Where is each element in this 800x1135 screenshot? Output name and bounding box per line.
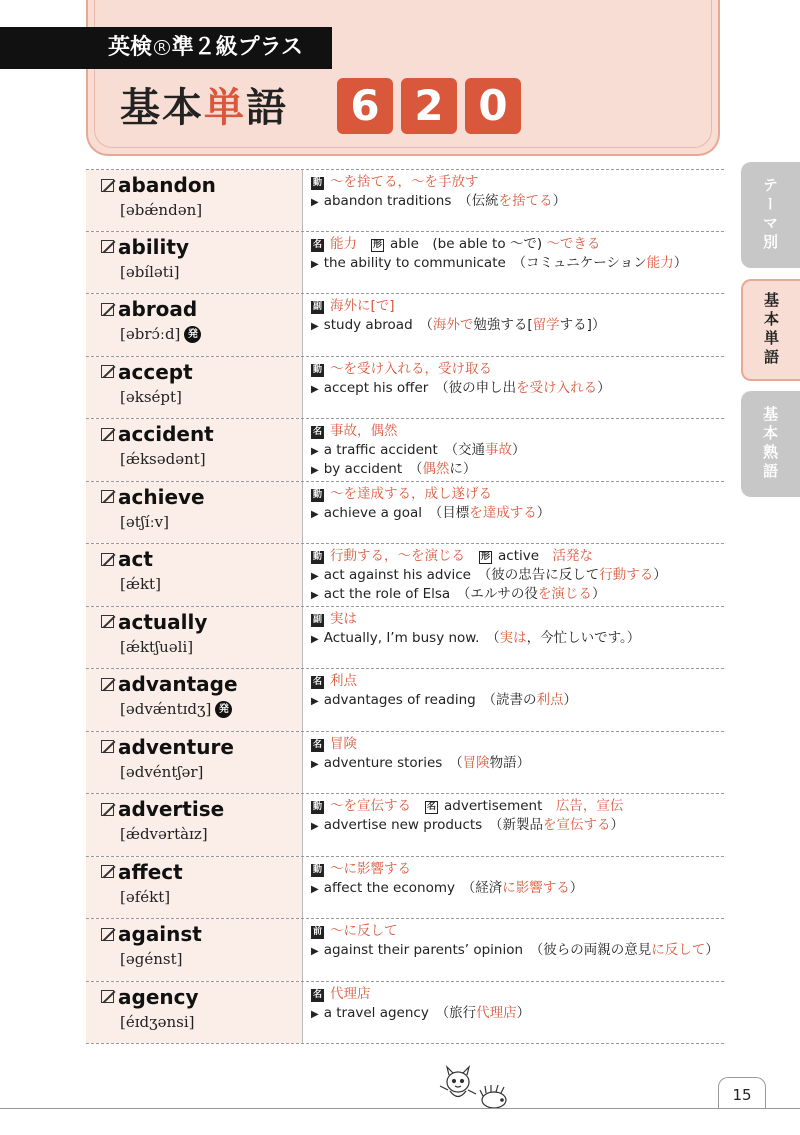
text-segment: ） [516,1004,531,1021]
example-line [311,629,724,648]
example-line [311,316,724,335]
definition-line [311,672,724,691]
definition-line [311,985,724,1004]
bullet-triangle-icon: ▶ [311,946,319,957]
definition-cell [311,547,724,603]
part-of-speech-label: 名 [312,677,322,687]
text-segment: 勉強する[ [473,317,533,333]
text-segment: study abroad （ [323,317,433,333]
text-segment: affect the economy （経済 [323,879,503,896]
checkbox-icon[interactable] [101,428,114,441]
word-cell [86,170,303,231]
part-of-speech-label: 動 [312,489,322,500]
text-segment: ） [591,585,606,602]
meaning-highlight: 活発な [552,548,594,564]
part-of-speech-label: 名 [312,239,322,250]
definition-cell [311,360,724,398]
word-cell [86,794,303,856]
meaning-highlight: を受け入れる [516,379,598,396]
pronunciation: [əgénst] [120,950,183,968]
headword: against [118,922,202,946]
count-digit-1: 6 [337,78,393,134]
meaning-highlight: ～に反して [330,923,398,939]
bullet-triangle-icon: ▶ [311,258,319,270]
example-line [311,691,724,710]
word-entry-actually [86,607,724,670]
word-cell [86,669,303,731]
word-line [101,859,302,885]
pronunciation: [əfékt] [120,887,171,906]
text-segment: advantages of reading （読書の [323,692,537,708]
part-of-speech-label: 名 [426,802,436,812]
headword: act [118,547,153,571]
text-segment: a travel agency （旅行 [323,1004,477,1021]
word-entry-agency [86,982,724,1045]
text-segment: a traffic accident （交通 [323,442,485,458]
checkbox-icon[interactable] [101,179,114,192]
pronunciation: [əbǽndən] [120,201,203,219]
text-segment: act against his advice （彼の忠告に反して [323,567,600,583]
definition-line [311,922,724,941]
definition-line [311,797,724,816]
definition-cell [311,235,724,273]
checkbox-icon[interactable] [101,740,114,753]
meaning-highlight: 海外に[で] [330,298,395,314]
pronunciation-line [101,572,302,596]
checkbox-icon[interactable] [101,490,114,503]
word-line [101,421,302,447]
definition-cell [311,422,724,478]
checkbox-icon[interactable] [101,240,114,253]
part-of-speech-label: 形 [372,239,382,250]
pronunciation-line [101,510,302,534]
text-segment: ） [536,504,551,521]
text-segment: abandon traditions （伝統 [323,193,499,209]
definition-cell [311,173,724,211]
definition-line [311,360,724,379]
meaning-highlight: 能力 [330,235,357,252]
pronunciation-line [101,635,302,659]
word-cell [86,419,303,481]
word-cell [86,544,303,606]
definition-line [311,422,724,441]
meaning-highlight: 冒険 [330,735,357,752]
text-segment: ） [563,692,577,708]
definition-cell [311,922,724,960]
definition-line [311,610,724,629]
tab-basic-words[interactable]: 基本単語 [741,279,800,381]
pronunciation-note-badge: 発 [215,701,232,718]
word-entry-accident [86,419,724,482]
word-cell [86,982,303,1044]
series-title-rest: 準２級プラス [171,35,304,60]
meaning-highlight: を演じる [537,585,592,602]
checkbox-icon[interactable] [101,678,114,691]
word-entry-ability [86,232,724,295]
meaning-highlight: 実は [330,610,357,627]
word-cell [86,357,303,419]
text-segment: 物語） [489,754,531,771]
bullet-triangle-icon: ▶ [311,633,319,645]
text-segment: the ability to communicate （コミュニケーション [323,254,647,271]
word-cell [86,294,303,356]
word-table [86,169,724,1044]
meaning-highlight: 偶然 [422,460,450,477]
page-bottom-line [0,1108,800,1109]
pronunciation-note-badge: 発 [184,326,201,343]
meaning-highlight: 事故，偶然 [330,423,398,439]
headword: abandon [118,173,216,197]
pronunciation: [ətʃíːv] [120,512,170,531]
text-segment: ） [597,379,611,396]
word-cell [86,732,303,794]
word-entry-achieve [86,482,724,545]
pronunciation-line [101,260,302,284]
headword: achieve [118,484,205,509]
bullet-triangle-icon: ▶ [311,508,319,520]
word-entry-affect [86,857,724,920]
text-segment: ） [705,942,719,958]
part-of-speech-label: 副 [312,302,322,312]
headword: accept [118,359,193,384]
mascot-illustration [436,1062,516,1112]
example-line [311,754,724,773]
meaning-highlight: ～できる [546,235,601,252]
pronunciation-line [101,885,302,909]
tab-basic-phrases[interactable]: 基本熟語 [741,391,800,497]
meaning-highlight: 行動する [599,567,654,583]
pronunciation: [əksépt] [120,387,182,406]
word-line [101,296,302,322]
example-line [311,192,724,211]
pronunciation-line [101,1010,302,1034]
meaning-highlight: 利点 [330,673,357,689]
headword: affect [118,859,183,884]
example-line [311,585,724,604]
definition-cell [311,735,724,773]
example-line [311,441,724,460]
word-line [101,671,302,697]
definition-line [311,235,724,254]
series-title: 英検 [108,35,153,60]
definition-cell [311,672,724,710]
pronunciation-line [101,385,302,409]
series-title-band [0,27,332,69]
pronunciation: [ǽkt] [120,575,161,593]
word-entry-abandon [86,169,724,232]
text-segment: に） [449,460,477,477]
pronunciation-line [101,198,302,222]
definition-line [311,297,724,316]
text-segment: ，今忙しいです。） [526,629,641,646]
checkbox-icon[interactable] [101,865,114,878]
meaning-highlight: 海外で [432,317,474,333]
text-segment: する]） [559,317,606,333]
meaning-highlight: 冒険 [462,754,490,771]
definition-line [311,173,724,192]
bullet-triangle-icon: ▶ [311,571,319,582]
meaning-highlight: 代理店 [330,985,371,1002]
meaning-highlight: 行動する，～を演じる [330,548,465,564]
bullet-triangle-icon: ▶ [311,383,319,395]
text-segment: act the role of Elsa （エルサの役 [323,585,538,602]
pronunciation-line [101,760,302,784]
word-entry-advantage [86,669,724,732]
text-segment: achieve a goal （目標 [323,504,470,521]
text-segment: able (be able to ～で) [390,235,547,252]
text-segment: adventure stories （ [323,754,463,771]
text-segment: active [498,548,553,564]
title-accent: 単 [204,85,246,131]
part-of-speech-label: 動 [312,364,322,375]
page-title [120,82,288,134]
checkbox-icon[interactable] [101,803,114,816]
checkbox-icon[interactable] [101,303,114,316]
example-line [311,1004,724,1023]
registered-mark: R [154,40,170,55]
pronunciation: [ǽksədənt] [120,450,206,468]
meaning-highlight: を捨てる [498,193,553,209]
meaning-highlight: ～を捨てる，～を手放す [330,174,479,190]
title-part2: 語 [246,85,288,131]
part-of-speech-label: 動 [312,802,322,812]
text-segment: advertise new products （新製品 [323,817,543,833]
pronunciation-line [101,322,302,346]
meaning-highlight: 能力 [646,254,674,271]
checkbox-icon[interactable] [101,990,114,1003]
word-cell [86,482,303,544]
word-entry-abroad [86,294,724,357]
example-line [311,941,724,960]
word-cell [86,919,303,981]
text-segment: by accident （ [323,460,423,477]
word-entry-accept [86,357,724,420]
headword: actually [118,609,208,634]
word-line [101,546,302,572]
checkbox-icon[interactable] [101,365,114,378]
part-of-speech-label: 副 [312,614,322,625]
word-cell [86,857,303,919]
count-digit-3: 0 [465,78,521,134]
meaning-highlight: に影響する [502,879,570,896]
word-line [101,609,302,635]
example-line [311,460,724,479]
part-of-speech-label: 名 [312,989,322,1000]
headword: accident [118,422,214,446]
word-line [101,796,302,822]
pronunciation: [ədvǽntɪdʒ] [120,700,212,718]
headword: adventure [118,734,234,759]
example-line [311,379,724,398]
text-segment: advertisement [444,798,556,814]
text-segment: ） [673,254,688,271]
text-segment: ） [552,193,567,209]
pronunciation: [əbíləti] [120,262,180,281]
pronunciation: [éɪdʒənsi] [120,1012,195,1031]
example-line [311,879,724,898]
headword: ability [118,234,189,259]
definition-cell [311,485,724,523]
meaning-highlight: 代理店 [476,1004,517,1021]
word-line [101,734,302,760]
definition-cell [311,610,724,648]
definition-line [311,485,724,504]
example-line [311,254,724,273]
pronunciation: [ədvéntʃər] [120,762,204,781]
bullet-triangle-icon: ▶ [311,758,319,770]
meaning-highlight: ～に影響する [330,860,411,877]
text-segment: Actually, I’m busy now. （ [323,629,500,646]
definition-cell [311,985,724,1023]
definition-line [311,860,724,879]
meaning-highlight: 広告，宣伝 [555,798,624,814]
pronunciation-line [101,447,302,471]
tab-theme[interactable]: テーマ別 [741,162,800,268]
bullet-triangle-icon: ▶ [311,464,319,476]
pronunciation: [əbrɔ́ːd] [120,325,181,343]
word-line [101,484,302,510]
word-line [101,234,302,260]
meaning-highlight: 実は [499,629,527,646]
part-of-speech-label: 前 [312,927,322,937]
text-segment: against their parents’ opinion （彼らの両親の意見 [323,942,652,958]
definition-cell [311,797,724,835]
word-entry-against [86,919,724,982]
word-line [101,172,302,198]
pronunciation: [ǽdvərtàɪz] [120,825,208,843]
pronunciation: [ǽktʃuəli] [120,637,194,656]
count-digit-2: 2 [401,78,457,134]
part-of-speech-label: 名 [312,739,322,750]
part-of-speech-label: 動 [312,552,322,562]
text-segment: accept his offer （彼の申し出 [323,379,517,396]
example-line [311,566,724,585]
word-line [101,984,302,1010]
bullet-triangle-icon: ▶ [311,589,319,601]
meaning-highlight: に反して [651,942,706,958]
text-segment: ） [512,442,526,458]
definition-cell [311,860,724,898]
definition-line [311,547,724,566]
meaning-highlight: 事故 [485,442,512,458]
meaning-highlight: 利点 [536,692,564,708]
bullet-triangle-icon: ▶ [311,696,319,707]
word-entry-adventure [86,732,724,795]
bullet-triangle-icon: ▶ [311,1008,319,1020]
headword: advertise [118,797,225,821]
meaning-highlight: ～を宣伝する [330,798,411,814]
bullet-triangle-icon: ▶ [311,883,319,895]
meaning-highlight: を宣伝する [542,817,611,833]
bullet-triangle-icon: ▶ [311,321,319,332]
page-number: 15 [718,1077,766,1109]
checkbox-icon[interactable] [101,928,114,941]
part-of-speech-label: 形 [480,552,490,562]
text-segment: ） [569,879,584,896]
part-of-speech-label: 名 [312,427,322,437]
word-cell [86,232,303,294]
word-line [101,921,302,947]
definition-line [311,735,724,754]
definition-cell [311,297,724,335]
bullet-triangle-icon: ▶ [311,446,319,457]
meaning-highlight: を達成する [469,504,537,521]
part-of-speech-label: 動 [312,864,322,875]
bullet-triangle-icon: ▶ [311,197,319,208]
checkbox-icon[interactable] [101,615,114,628]
bullet-triangle-icon: ▶ [311,821,319,832]
part-of-speech-label: 動 [312,178,322,188]
meaning-highlight: ～を受け入れる，受け取る [330,360,492,377]
title-part1: 基本 [120,85,204,131]
word-entry-act [86,544,724,607]
example-line [311,816,724,835]
pronunciation-line [101,947,302,971]
meaning-highlight: ～を達成する，成し遂げる [330,485,492,502]
word-entry-advertise [86,794,724,857]
headword: abroad [118,297,198,321]
pronunciation-line [101,697,302,721]
word-line [101,359,302,385]
word-cell [86,607,303,669]
pronunciation-line [101,822,302,846]
meaning-highlight: 留学 [532,317,560,333]
text-segment: ） [653,567,667,583]
text-segment: ） [610,817,624,833]
headword: agency [118,984,199,1009]
checkbox-icon[interactable] [101,553,114,566]
example-line [311,504,724,523]
headword: advantage [118,672,238,696]
